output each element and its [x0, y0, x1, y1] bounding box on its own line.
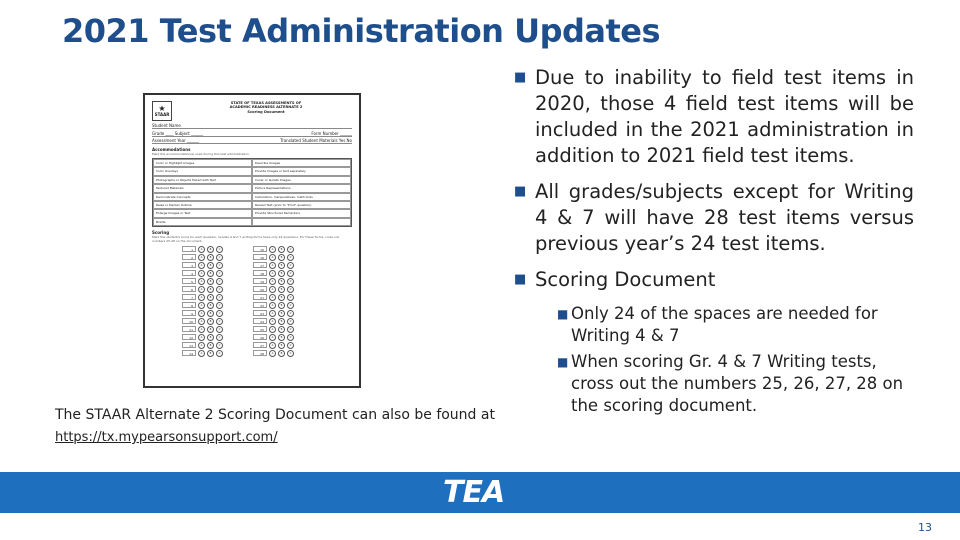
answer-bubble: B [207, 334, 214, 341]
answer-bubble: A [269, 350, 276, 357]
answer-bubble: B [207, 302, 214, 309]
answer-bubble: A [198, 326, 205, 333]
score-row [253, 269, 294, 277]
sub-bullet-item [514, 303, 914, 347]
answer-bubble: C [216, 350, 223, 357]
answer-bubble: C [216, 318, 223, 325]
answer-bubble: B [278, 286, 285, 293]
question-number: 19 [253, 278, 267, 284]
score-row [253, 309, 294, 317]
answer-bubble: B [278, 262, 285, 269]
question-number: 24 [253, 318, 267, 324]
question-number: 13 [182, 342, 196, 348]
score-row [182, 341, 223, 349]
answer-bubble: C [287, 334, 294, 341]
question-number: 10 [182, 318, 196, 324]
answer-bubble: A [198, 334, 205, 341]
answer-bubble: A [198, 350, 205, 357]
accommodation-cell: Demonstrate Concepts [153, 193, 252, 201]
score-row [182, 277, 223, 285]
question-number: 17 [253, 262, 267, 268]
question-number: 2 [182, 254, 196, 260]
score-row [182, 261, 223, 269]
doc-title-line: Scoring Document [247, 109, 285, 114]
answer-bubble: B [278, 334, 285, 341]
question-number: 14 [182, 350, 196, 356]
question-number: 26 [253, 334, 267, 340]
score-row [182, 309, 223, 317]
answer-bubble: A [269, 302, 276, 309]
answer-bubble: A [198, 278, 205, 285]
score-row [253, 253, 294, 261]
square-bullet-icon: ■ [514, 272, 527, 287]
score-row [253, 293, 294, 301]
question-number: 18 [253, 270, 267, 276]
score-grid [152, 245, 352, 357]
accommodation-cell: Calculators, manipulatives, math tools [252, 193, 351, 201]
answer-bubble: C [287, 254, 294, 261]
answer-bubble: C [287, 294, 294, 301]
answer-bubble: B [278, 254, 285, 261]
pearson-support-link[interactable]: https://tx.mypearsonsupport.com/ [55, 430, 278, 445]
answer-bubble: B [278, 270, 285, 277]
doc-field: Assessment Year ______ Translated Student Materials Yes No [152, 138, 352, 143]
bullet-item [514, 65, 914, 169]
answer-bubble: C [287, 270, 294, 277]
doc-title-line: ACADEMIC READINESS ALTERNATE 2 [229, 105, 303, 110]
question-number: 20 [253, 286, 267, 292]
answer-bubble: A [269, 254, 276, 261]
answer-bubble: C [216, 254, 223, 261]
doc-title [180, 101, 352, 114]
question-number: 11 [182, 326, 196, 332]
question-number: 16 [253, 254, 267, 260]
square-bullet-icon: ■ [514, 184, 527, 199]
page-number: 13 [918, 521, 932, 534]
answer-bubble: B [278, 318, 285, 325]
accommodation-cell: Picture Representations [252, 184, 351, 192]
answer-bubble: A [198, 246, 205, 253]
answer-bubble: C [216, 270, 223, 277]
score-row [182, 245, 223, 253]
sub-bullet-text: Only 24 of the spaces are needed for Writing 4 & 7 [571, 304, 878, 345]
answer-bubble: B [207, 310, 214, 317]
question-number: 3 [182, 262, 196, 268]
answer-bubble: A [198, 286, 205, 293]
answer-bubble: A [198, 318, 205, 325]
question-number: 1 [182, 246, 196, 252]
question-number: 25 [253, 326, 267, 332]
answer-bubble: A [198, 262, 205, 269]
accommodation-cell: Provide Structured Reminders [252, 209, 351, 217]
answer-bubble: A [198, 310, 205, 317]
doc-field: Student Name [152, 123, 352, 129]
bullet-text: All grades/subjects except for Writing 4 & 7 will have 28 test items versus previous year’s 24 test items. [535, 180, 914, 255]
scoring-note: Mark the student's score for each question. Grades 4 and 7 writing forms have only 24 questions. For these forms, cross out numbers 25-28 on the document. [152, 235, 339, 244]
answer-bubble: C [287, 326, 294, 333]
answer-bubble: A [269, 262, 276, 269]
score-row [182, 301, 223, 309]
accommodation-cell: Braille [153, 218, 252, 226]
answer-bubble: A [269, 278, 276, 285]
answer-bubble: C [216, 342, 223, 349]
answer-bubble: C [287, 302, 294, 309]
answer-bubble: B [207, 254, 214, 261]
question-number: 22 [253, 302, 267, 308]
square-bullet-icon: ■ [557, 307, 569, 321]
slide-title: 2021 Test Administration Updates [62, 12, 661, 50]
scoring-heading: Scoring [152, 230, 170, 236]
answer-bubble: B [207, 342, 214, 349]
answer-bubble: C [216, 310, 223, 317]
answer-bubble: B [278, 310, 285, 317]
question-number: 7 [182, 294, 196, 300]
doc-header [152, 101, 352, 123]
question-number: 8 [182, 302, 196, 308]
score-row [182, 285, 223, 293]
accommodation-cell: Cover or Isolate Images [252, 176, 351, 184]
accommodations-heading: Accommodations [152, 147, 191, 152]
score-row [253, 277, 294, 285]
answer-bubble: B [207, 350, 214, 357]
score-row [182, 253, 223, 261]
question-number: 5 [182, 278, 196, 284]
score-row [182, 349, 223, 357]
score-row [182, 269, 223, 277]
answer-bubble: A [269, 294, 276, 301]
score-row [253, 301, 294, 309]
bullet-item [514, 179, 914, 257]
star-icon: ★ [158, 104, 166, 113]
question-number: 9 [182, 310, 196, 316]
question-number: 4 [182, 270, 196, 276]
answer-bubble: C [216, 286, 223, 293]
score-row [253, 317, 294, 325]
answer-bubble: C [287, 350, 294, 357]
answer-bubble: A [269, 334, 276, 341]
accommodation-cell [252, 218, 351, 226]
square-bullet-icon: ■ [514, 70, 527, 85]
score-row [182, 293, 223, 301]
question-number: 28 [253, 350, 267, 356]
answer-bubble: C [287, 262, 294, 269]
bullet-text: Scoring Document [535, 268, 716, 291]
answer-bubble: A [198, 342, 205, 349]
answer-bubble: C [287, 286, 294, 293]
answer-bubble: C [216, 278, 223, 285]
score-row [253, 349, 294, 357]
answer-bubble: B [278, 350, 285, 357]
answer-bubble: B [278, 294, 285, 301]
bullet-item [514, 267, 914, 293]
caption-text: The STAAR Alternate 2 Scoring Document can also be found at [55, 407, 495, 423]
answer-bubble: A [269, 270, 276, 277]
score-row [253, 261, 294, 269]
answer-bubble: A [198, 270, 205, 277]
question-number: 21 [253, 294, 267, 300]
question-number: 6 [182, 286, 196, 292]
staar-logo [152, 101, 172, 121]
answer-bubble: B [207, 262, 214, 269]
answer-bubble: A [269, 246, 276, 253]
score-row [253, 341, 294, 349]
accommodation-cell: Color Overlays [153, 167, 252, 175]
score-row [253, 325, 294, 333]
answer-bubble: A [269, 310, 276, 317]
score-row [182, 317, 223, 325]
accommodation-cell: Textured Materials [153, 184, 252, 192]
answer-bubble: B [207, 286, 214, 293]
accommodation-cell: Color or Highlight Images [153, 159, 252, 167]
scoring-document-image [143, 93, 361, 388]
question-number: 12 [182, 334, 196, 340]
answer-bubble: C [287, 278, 294, 285]
accommodation-cell: Reread Text (prior to "Print" question) [252, 201, 351, 209]
answer-bubble: C [216, 246, 223, 253]
score-row [253, 245, 294, 253]
doc-title-line: STATE OF TEXAS ASSESSMENTS OF [230, 101, 302, 105]
answer-bubble: B [207, 294, 214, 301]
score-row [182, 333, 223, 341]
score-row [253, 285, 294, 293]
answer-bubble: C [216, 302, 223, 309]
answer-bubble: C [287, 342, 294, 349]
answer-bubble: B [278, 278, 285, 285]
answer-bubble: B [207, 326, 214, 333]
answer-bubble: B [207, 318, 214, 325]
answer-bubble: A [269, 286, 276, 293]
score-column [253, 245, 294, 357]
answer-bubble: C [216, 262, 223, 269]
sub-bullet-item [514, 351, 914, 417]
tea-logo [443, 477, 504, 509]
answer-bubble: A [269, 342, 276, 349]
question-number: 23 [253, 310, 267, 316]
accommodation-cell: Photographs or Objects Paired with Text [153, 176, 252, 184]
answer-bubble: A [198, 302, 205, 309]
accommodation-cell: Describe Images [252, 159, 351, 167]
accommodation-cell: Enlarge Images or Text [153, 209, 252, 217]
accommodation-cell: Provide Images or text separately [252, 167, 351, 175]
answer-bubble: B [278, 302, 285, 309]
sub-bullet-text: When scoring Gr. 4 & 7 Writing tests, cross out the numbers 25, 26, 27, 28 on the scoring document. [571, 352, 904, 415]
bullet-list [514, 65, 914, 421]
tea-logo-text: TEA [443, 475, 505, 510]
score-row [182, 325, 223, 333]
answer-bubble: C [287, 318, 294, 325]
score-row [253, 333, 294, 341]
answer-bubble: A [198, 254, 205, 261]
answer-bubble: C [216, 294, 223, 301]
question-number: 27 [253, 342, 267, 348]
answer-bubble: B [278, 342, 285, 349]
question-number: 15 [253, 246, 267, 252]
square-bullet-icon: ■ [557, 355, 569, 369]
answer-bubble: C [216, 334, 223, 341]
doc-field: Grade ____ Subject ______ Form Number ______ [152, 130, 352, 136]
answer-bubble: A [269, 318, 276, 325]
answer-bubble: C [216, 326, 223, 333]
accommodation-cell: Raise or Darken Outline [153, 201, 252, 209]
answer-bubble: A [269, 326, 276, 333]
answer-bubble: B [278, 326, 285, 333]
answer-bubble: C [287, 310, 294, 317]
bullet-text: Due to inability to field test items in 2020, those 4 field test items will be included in the 2021 administration in addition to 2021 field test items. [535, 66, 914, 167]
accommodations-table [152, 158, 352, 227]
answer-bubble: B [278, 246, 285, 253]
answer-bubble: C [287, 246, 294, 253]
answer-bubble: A [198, 294, 205, 301]
staar-logo-text: STAAR [154, 112, 170, 117]
accommodations-note: Mark the accommodation(s) used during this test administration. [152, 152, 250, 156]
answer-bubble: B [207, 278, 214, 285]
score-column [182, 245, 223, 357]
answer-bubble: B [207, 246, 214, 253]
answer-bubble: B [207, 270, 214, 277]
